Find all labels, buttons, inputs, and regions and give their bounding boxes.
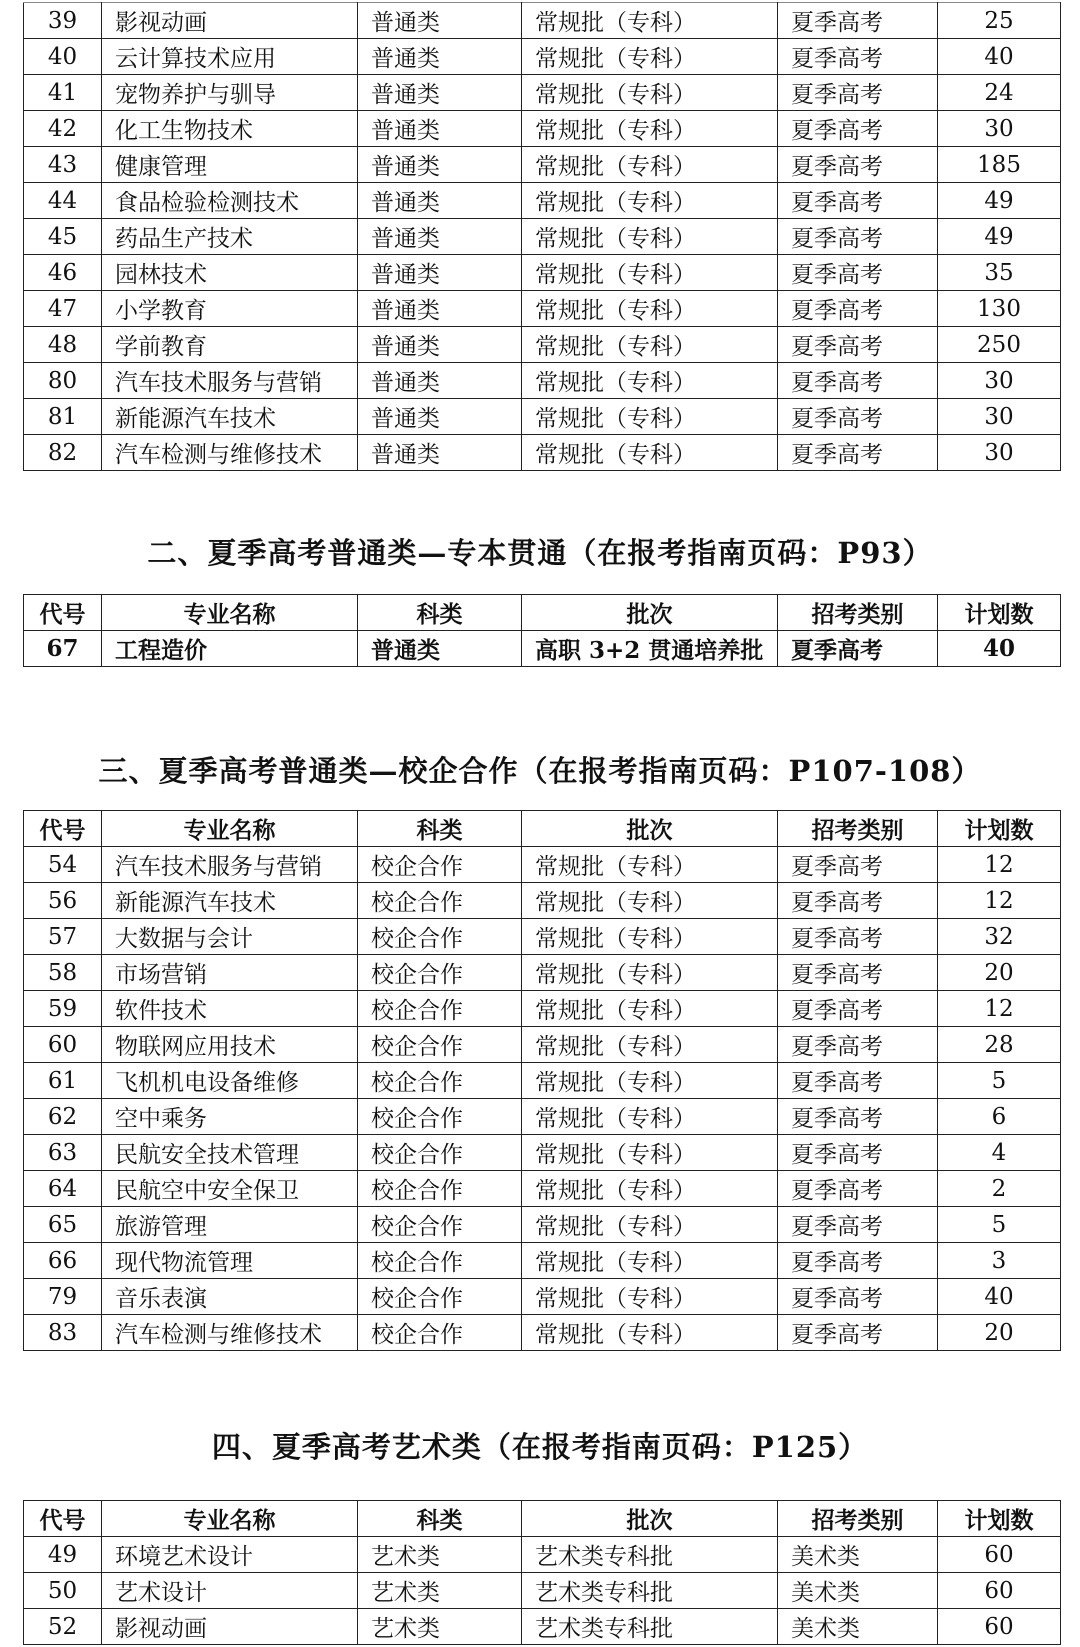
exam-type-cell: 夏季高考 xyxy=(778,255,938,291)
major-name-cell: 软件技术 xyxy=(102,991,358,1027)
table-row xyxy=(24,1171,1061,1207)
exam-type-cell: 夏季高考 xyxy=(778,1099,938,1135)
category-cell: 校企合作 xyxy=(358,1243,522,1279)
batch-cell: 常规批（专科） xyxy=(522,1171,778,1207)
header-row xyxy=(24,1501,1061,1537)
batch-cell: 常规批（专科） xyxy=(522,219,778,255)
code-cell: 79 xyxy=(24,1279,102,1315)
major-name-cell: 音乐表演 xyxy=(102,1279,358,1315)
code-cell: 49 xyxy=(24,1537,102,1573)
table-body xyxy=(24,847,1061,1351)
major-name-cell: 云计算技术应用 xyxy=(102,39,358,75)
plan-count-cell: 185 xyxy=(938,147,1061,183)
code-cell: 66 xyxy=(24,1243,102,1279)
table-row xyxy=(24,219,1061,255)
column-header: 批次 xyxy=(522,811,778,847)
exam-type-cell: 夏季高考 xyxy=(778,847,938,883)
table-row xyxy=(24,1279,1061,1315)
plan-count-cell: 35 xyxy=(938,255,1061,291)
code-cell: 54 xyxy=(24,847,102,883)
plan-count-cell: 30 xyxy=(938,435,1061,471)
column-header: 代号 xyxy=(24,595,102,631)
table-body xyxy=(24,1537,1061,1645)
batch-cell: 常规批（专科） xyxy=(522,1279,778,1315)
category-cell: 校企合作 xyxy=(358,1027,522,1063)
category-cell: 普通类 xyxy=(358,399,522,435)
major-name-cell: 民航安全技术管理 xyxy=(102,1135,358,1171)
batch-cell: 常规批（专科） xyxy=(522,255,778,291)
table-row xyxy=(24,111,1061,147)
plan-count-cell: 5 xyxy=(938,1207,1061,1243)
code-cell: 41 xyxy=(24,75,102,111)
plan-count-cell: 5 xyxy=(938,1063,1061,1099)
plan-count-cell: 60 xyxy=(938,1537,1061,1573)
exam-type-cell: 夏季高考 xyxy=(778,183,938,219)
table-row xyxy=(24,1573,1061,1609)
major-name-cell: 工程造价 xyxy=(102,631,358,667)
code-cell: 58 xyxy=(24,955,102,991)
category-cell: 校企合作 xyxy=(358,919,522,955)
table-row xyxy=(24,1609,1061,1645)
plan-count-cell: 49 xyxy=(938,219,1061,255)
category-cell: 普通类 xyxy=(358,39,522,75)
batch-cell: 艺术类专科批 xyxy=(522,1573,778,1609)
table-row xyxy=(24,255,1061,291)
table-row xyxy=(24,1207,1061,1243)
plan-count-cell: 130 xyxy=(938,291,1061,327)
major-name-cell: 飞机机电设备维修 xyxy=(102,1063,358,1099)
major-name-cell: 空中乘务 xyxy=(102,1099,358,1135)
exam-type-cell: 美术类 xyxy=(778,1537,938,1573)
table-row xyxy=(24,363,1061,399)
major-name-cell: 化工生物技术 xyxy=(102,111,358,147)
code-cell: 44 xyxy=(24,183,102,219)
exam-type-cell: 夏季高考 xyxy=(778,1243,938,1279)
major-name-cell: 汽车技术服务与营销 xyxy=(102,847,358,883)
batch-cell: 常规批（专科） xyxy=(522,363,778,399)
exam-type-cell: 美术类 xyxy=(778,1609,938,1645)
plan-count-cell: 3 xyxy=(938,1243,1061,1279)
batch-cell: 艺术类专科批 xyxy=(522,1609,778,1645)
column-header: 科类 xyxy=(358,811,522,847)
code-cell: 46 xyxy=(24,255,102,291)
category-cell: 校企合作 xyxy=(358,991,522,1027)
plan-count-cell: 20 xyxy=(938,955,1061,991)
table-row xyxy=(24,1243,1061,1279)
column-header: 招考类别 xyxy=(778,595,938,631)
code-cell: 48 xyxy=(24,327,102,363)
batch-cell: 常规批（专科） xyxy=(522,883,778,919)
batch-cell: 常规批（专科） xyxy=(522,919,778,955)
code-cell: 57 xyxy=(24,919,102,955)
exam-type-cell: 夏季高考 xyxy=(778,1207,938,1243)
batch-cell: 常规批（专科） xyxy=(522,39,778,75)
column-header: 计划数 xyxy=(938,811,1061,847)
code-cell: 43 xyxy=(24,147,102,183)
major-name-cell: 新能源汽车技术 xyxy=(102,399,358,435)
category-cell: 艺术类 xyxy=(358,1537,522,1573)
exam-type-cell: 夏季高考 xyxy=(778,1027,938,1063)
plan-count-cell: 30 xyxy=(938,363,1061,399)
category-cell: 校企合作 xyxy=(358,1279,522,1315)
code-cell: 52 xyxy=(24,1609,102,1645)
batch-cell: 常规批（专科） xyxy=(522,111,778,147)
plan-count-cell: 40 xyxy=(938,631,1061,667)
exam-type-cell: 美术类 xyxy=(778,1573,938,1609)
plan-count-cell: 60 xyxy=(938,1609,1061,1645)
exam-type-cell: 夏季高考 xyxy=(778,327,938,363)
batch-cell: 常规批（专科） xyxy=(522,399,778,435)
plan-count-cell: 20 xyxy=(938,1315,1061,1351)
table-row xyxy=(24,183,1061,219)
category-cell: 普通类 xyxy=(358,75,522,111)
table-row xyxy=(24,1537,1061,1573)
plan-count-cell: 6 xyxy=(938,1099,1061,1135)
exam-type-cell: 夏季高考 xyxy=(778,955,938,991)
category-cell: 普通类 xyxy=(358,147,522,183)
batch-cell: 常规批（专科） xyxy=(522,991,778,1027)
section2-table xyxy=(23,594,1061,667)
category-cell: 校企合作 xyxy=(358,955,522,991)
table-row xyxy=(24,847,1061,883)
column-header: 招考类别 xyxy=(778,811,938,847)
table-row xyxy=(24,1315,1061,1351)
category-cell: 校企合作 xyxy=(358,1063,522,1099)
table-header xyxy=(24,811,1061,847)
column-header: 计划数 xyxy=(938,595,1061,631)
major-name-cell: 园林技术 xyxy=(102,255,358,291)
batch-cell: 常规批（专科） xyxy=(522,847,778,883)
category-cell: 校企合作 xyxy=(358,883,522,919)
batch-cell: 常规批（专科） xyxy=(522,75,778,111)
major-name-cell: 大数据与会计 xyxy=(102,919,358,955)
exam-type-cell: 夏季高考 xyxy=(778,111,938,147)
section-title: 四、夏季高考艺术类（在报考指南页码：P125） xyxy=(211,1430,869,1464)
exam-type-cell: 夏季高考 xyxy=(778,631,938,667)
batch-cell: 常规批（专科） xyxy=(522,955,778,991)
major-name-cell: 影视动画 xyxy=(102,1609,358,1645)
code-cell: 61 xyxy=(24,1063,102,1099)
table-row xyxy=(24,39,1061,75)
exam-type-cell: 夏季高考 xyxy=(778,883,938,919)
plan-count-cell: 25 xyxy=(938,3,1061,39)
column-header: 招考类别 xyxy=(778,1501,938,1537)
batch-cell: 常规批（专科） xyxy=(522,1207,778,1243)
table-row xyxy=(24,75,1061,111)
major-name-cell: 宠物养护与驯导 xyxy=(102,75,358,111)
exam-type-cell: 夏季高考 xyxy=(778,291,938,327)
code-cell: 67 xyxy=(24,631,102,667)
plan-count-cell: 12 xyxy=(938,847,1061,883)
table-row xyxy=(24,991,1061,1027)
code-cell: 59 xyxy=(24,991,102,1027)
table-row xyxy=(24,1135,1061,1171)
plan-count-cell: 49 xyxy=(938,183,1061,219)
batch-cell: 常规批（专科） xyxy=(522,147,778,183)
plan-count-cell: 24 xyxy=(938,75,1061,111)
batch-cell: 常规批（专科） xyxy=(522,1243,778,1279)
plan-count-cell: 40 xyxy=(938,39,1061,75)
column-header: 科类 xyxy=(358,595,522,631)
code-cell: 63 xyxy=(24,1135,102,1171)
column-header: 批次 xyxy=(522,595,778,631)
exam-type-cell: 夏季高考 xyxy=(778,1171,938,1207)
code-cell: 65 xyxy=(24,1207,102,1243)
table-row xyxy=(24,435,1061,471)
code-cell: 82 xyxy=(24,435,102,471)
major-name-cell: 健康管理 xyxy=(102,147,358,183)
code-cell: 83 xyxy=(24,1315,102,1351)
category-cell: 校企合作 xyxy=(358,1207,522,1243)
table-body xyxy=(24,3,1061,471)
major-name-cell: 物联网应用技术 xyxy=(102,1027,358,1063)
exam-type-cell: 夏季高考 xyxy=(778,39,938,75)
major-name-cell: 汽车技术服务与营销 xyxy=(102,363,358,399)
code-cell: 64 xyxy=(24,1171,102,1207)
code-cell: 56 xyxy=(24,883,102,919)
major-name-cell: 艺术设计 xyxy=(102,1573,358,1609)
table-row xyxy=(24,1063,1061,1099)
column-header: 代号 xyxy=(24,1501,102,1537)
table-row xyxy=(24,3,1061,39)
code-cell: 80 xyxy=(24,363,102,399)
table-row xyxy=(24,1099,1061,1135)
code-cell: 62 xyxy=(24,1099,102,1135)
table-row xyxy=(24,883,1061,919)
section-title: 三、夏季高考普通类—校企合作（在报考指南页码：P107-108） xyxy=(98,754,982,788)
exam-type-cell: 夏季高考 xyxy=(778,399,938,435)
category-cell: 普通类 xyxy=(358,363,522,399)
exam-type-cell: 夏季高考 xyxy=(778,435,938,471)
category-cell: 普通类 xyxy=(358,255,522,291)
major-name-cell: 汽车检测与维修技术 xyxy=(102,435,358,471)
table-row xyxy=(24,327,1061,363)
batch-cell: 常规批（专科） xyxy=(522,327,778,363)
major-name-cell: 民航空中安全保卫 xyxy=(102,1171,358,1207)
table-row xyxy=(24,147,1061,183)
table-row xyxy=(24,919,1061,955)
code-cell: 42 xyxy=(24,111,102,147)
table-header xyxy=(24,1501,1061,1537)
code-cell: 81 xyxy=(24,399,102,435)
plan-count-cell: 32 xyxy=(938,919,1061,955)
plan-count-cell: 4 xyxy=(938,1135,1061,1171)
category-cell: 校企合作 xyxy=(358,1315,522,1351)
exam-type-cell: 夏季高考 xyxy=(778,3,938,39)
exam-type-cell: 夏季高考 xyxy=(778,219,938,255)
continuation-table xyxy=(23,2,1061,471)
major-name-cell: 现代物流管理 xyxy=(102,1243,358,1279)
exam-type-cell: 夏季高考 xyxy=(778,363,938,399)
category-cell: 校企合作 xyxy=(358,1099,522,1135)
plan-count-cell: 12 xyxy=(938,883,1061,919)
batch-cell: 常规批（专科） xyxy=(522,3,778,39)
batch-cell: 高职 3+2 贯通培养批 xyxy=(522,631,778,667)
plan-count-cell: 12 xyxy=(938,991,1061,1027)
plan-count-cell: 2 xyxy=(938,1171,1061,1207)
table-row xyxy=(24,291,1061,327)
category-cell: 普通类 xyxy=(358,183,522,219)
plan-count-cell: 250 xyxy=(938,327,1061,363)
table-row xyxy=(24,955,1061,991)
batch-cell: 常规批（专科） xyxy=(522,1063,778,1099)
code-cell: 40 xyxy=(24,39,102,75)
column-header: 计划数 xyxy=(938,1501,1061,1537)
column-header: 专业名称 xyxy=(102,595,358,631)
category-cell: 校企合作 xyxy=(358,847,522,883)
batch-cell: 常规批（专科） xyxy=(522,183,778,219)
table-body xyxy=(24,631,1061,667)
major-name-cell: 新能源汽车技术 xyxy=(102,883,358,919)
column-header: 专业名称 xyxy=(102,1501,358,1537)
column-header: 批次 xyxy=(522,1501,778,1537)
exam-type-cell: 夏季高考 xyxy=(778,1279,938,1315)
table-row xyxy=(24,631,1061,667)
major-name-cell: 市场营销 xyxy=(102,955,358,991)
major-name-cell: 学前教育 xyxy=(102,327,358,363)
batch-cell: 常规批（专科） xyxy=(522,1027,778,1063)
exam-type-cell: 夏季高考 xyxy=(778,75,938,111)
column-header: 科类 xyxy=(358,1501,522,1537)
category-cell: 校企合作 xyxy=(358,1171,522,1207)
category-cell: 普通类 xyxy=(358,111,522,147)
code-cell: 39 xyxy=(24,3,102,39)
exam-type-cell: 夏季高考 xyxy=(778,147,938,183)
code-cell: 47 xyxy=(24,291,102,327)
major-name-cell: 旅游管理 xyxy=(102,1207,358,1243)
batch-cell: 常规批（专科） xyxy=(522,435,778,471)
table-header xyxy=(24,595,1061,631)
batch-cell: 常规批（专科） xyxy=(522,1135,778,1171)
batch-cell: 常规批（专科） xyxy=(522,1315,778,1351)
section-title: 二、夏季高考普通类—专本贯通（在报考指南页码：P93） xyxy=(147,536,933,570)
header-row xyxy=(24,811,1061,847)
batch-cell: 常规批（专科） xyxy=(522,1099,778,1135)
category-cell: 艺术类 xyxy=(358,1609,522,1645)
batch-cell: 常规批（专科） xyxy=(522,291,778,327)
header-row xyxy=(24,595,1061,631)
batch-cell: 艺术类专科批 xyxy=(522,1537,778,1573)
category-cell: 普通类 xyxy=(358,291,522,327)
category-cell: 普通类 xyxy=(358,631,522,667)
major-name-cell: 汽车检测与维修技术 xyxy=(102,1315,358,1351)
column-header: 专业名称 xyxy=(102,811,358,847)
major-name-cell: 食品检验检测技术 xyxy=(102,183,358,219)
table-row xyxy=(24,399,1061,435)
plan-count-cell: 30 xyxy=(938,399,1061,435)
section4-table xyxy=(23,1500,1061,1645)
major-name-cell: 影视动画 xyxy=(102,3,358,39)
plan-count-cell: 30 xyxy=(938,111,1061,147)
exam-type-cell: 夏季高考 xyxy=(778,1063,938,1099)
category-cell: 普通类 xyxy=(358,3,522,39)
section3-table xyxy=(23,810,1061,1351)
code-cell: 60 xyxy=(24,1027,102,1063)
exam-type-cell: 夏季高考 xyxy=(778,1135,938,1171)
exam-type-cell: 夏季高考 xyxy=(778,919,938,955)
category-cell: 普通类 xyxy=(358,435,522,471)
exam-type-cell: 夏季高考 xyxy=(778,1315,938,1351)
column-header: 代号 xyxy=(24,811,102,847)
code-cell: 50 xyxy=(24,1573,102,1609)
code-cell: 45 xyxy=(24,219,102,255)
category-cell: 普通类 xyxy=(358,219,522,255)
major-name-cell: 小学教育 xyxy=(102,291,358,327)
exam-type-cell: 夏季高考 xyxy=(778,991,938,1027)
major-name-cell: 药品生产技术 xyxy=(102,219,358,255)
plan-count-cell: 28 xyxy=(938,1027,1061,1063)
plan-count-cell: 60 xyxy=(938,1573,1061,1609)
table-row xyxy=(24,1027,1061,1063)
category-cell: 校企合作 xyxy=(358,1135,522,1171)
category-cell: 艺术类 xyxy=(358,1573,522,1609)
category-cell: 普通类 xyxy=(358,327,522,363)
plan-count-cell: 40 xyxy=(938,1279,1061,1315)
major-name-cell: 环境艺术设计 xyxy=(102,1537,358,1573)
